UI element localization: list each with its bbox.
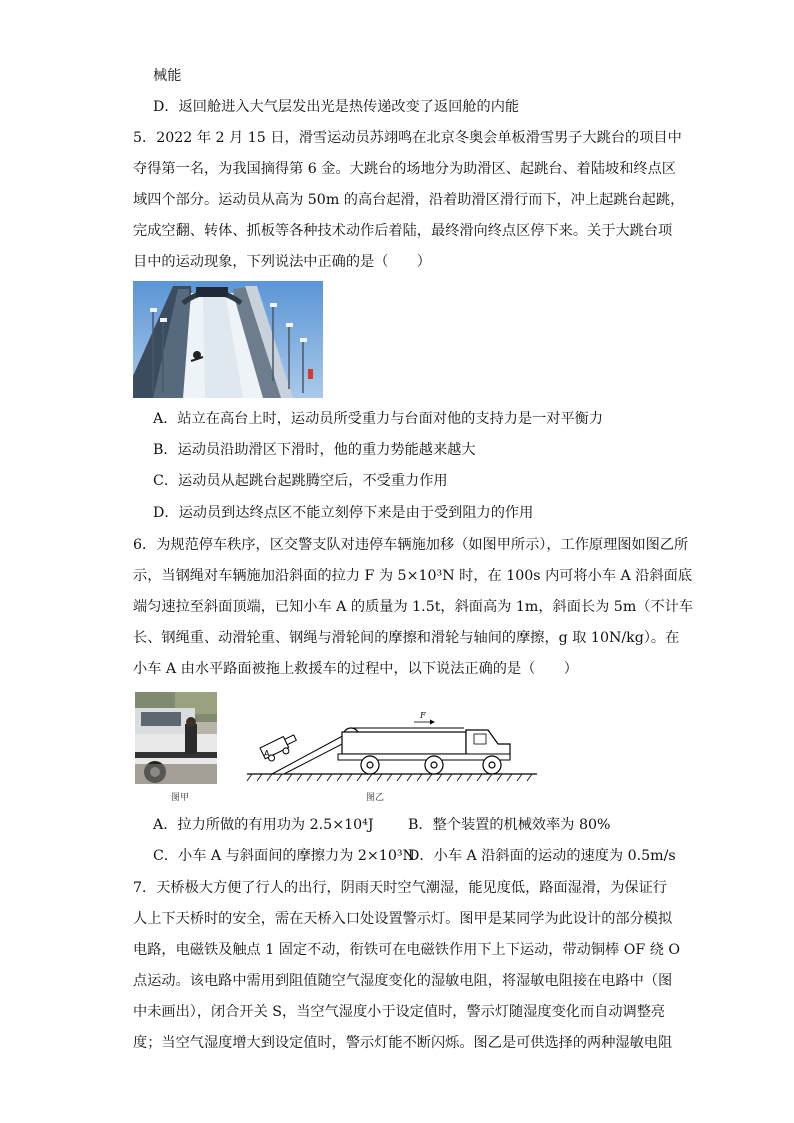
- q6-option-b: B．整个装置的机械效率为 80%: [408, 817, 611, 833]
- q6-stem-line: 6．为规范停车秩序，区交警支队对违停车辆施加移（如图甲所示），工作原理图如图乙所: [133, 537, 689, 553]
- q7-stem-line: 度；当空气湿度增大到设定值时，警示灯能不断闪烁。图乙是可供选择的两种湿敏电阻: [133, 1035, 673, 1051]
- q6-stem-line: 长、钢绳重、动滑轮重、钢绳与滑轮间的摩擦和滑轮与轴间的摩擦，g 取 10N/kg）。在: [133, 630, 680, 646]
- force-f-label: F: [420, 711, 426, 720]
- ski-jump-photo: [133, 281, 323, 398]
- q7-stem-line: 点运动。该电路中需用到阻值随空气湿度变化的湿敏电阻，将湿敏电阻接在电路中（图: [133, 973, 673, 989]
- q5-option-a: A．站立在高台上时，运动员所受重力与台面对他的支持力是一对平衡力: [153, 411, 604, 427]
- tow-truck-photo: [135, 692, 217, 784]
- q5-stem-line: 完成空翻、转体、抓板等各种技术动作后着陆，最终滑向终点区停下来。关于大跳台项: [133, 223, 673, 239]
- q4-continuation: 械能: [153, 68, 182, 84]
- figure-jia-caption: 图甲: [171, 793, 190, 803]
- q6-stem-line: 小车 A 由水平路面被拖上救援车的过程中，以下说法正确的是（ ）: [133, 661, 578, 677]
- q5-option-b: B．运动员沿助滑区下滑时，他的重力势能越来越大: [153, 442, 476, 458]
- q7-stem-line: 人上下天桥时的安全，需在天桥入口处设置警示灯。图甲是某同学为此设计的部分模拟: [133, 911, 673, 927]
- q4-option-d: D．返回舱进入大气层发出光是热传递改变了返回舱的内能: [153, 99, 520, 115]
- q5-stem-line: 5．2022 年 2 月 15 日，滑雪运动员苏翊鸣在北京冬奥会单板滑雪男子大跳台的项目中: [133, 130, 682, 146]
- q6-option-c: C．小车 A 与斜面间的摩擦力为 2×10³N: [153, 848, 415, 864]
- q6-option-d: D．小车 A 沿斜面的运动的速度为 0.5m/s: [408, 848, 676, 864]
- tow-mechanism-diagram: [242, 708, 542, 784]
- figure-yi-caption: 图乙: [366, 793, 385, 803]
- q5-option-d: D．运动员到达终点区不能立刻停下来是由于受到阻力的作用: [153, 505, 534, 521]
- q6-option-a: A．拉力所做的有用功为 2.5×10⁴J: [153, 817, 374, 833]
- q5-stem-line: 目中的运动现象，下列说法中正确的是（ ）: [133, 254, 431, 270]
- q5-option-c: C．运动员从起跳台起跳腾空后，不受重力作用: [153, 473, 448, 489]
- car-a-label: A: [264, 749, 270, 758]
- q7-stem-line: 中未画出），闭合开关 S，当空气湿度小于设定值时，警示灯随湿度变化而自动调整亮: [133, 1004, 666, 1020]
- q5-stem-line: 夺得第一名，为我国摘得第 6 金。大跳台的场地分为助滑区、起跳台、着陆坡和终点区: [133, 161, 676, 177]
- q6-stem-line: 示，当钢绳对车辆施加沿斜面的拉力 F 为 5×10³N 时，在 100s 内可将小车 A 沿斜面底: [133, 568, 693, 584]
- q7-stem-line: 7．天桥极大方便了行人的出行，阴雨天时空气潮湿，能见度低，路面湿滑，为保证行: [133, 880, 667, 896]
- q7-stem-line: 电路，电磁铁及触点 1 固定不动，衔铁可在电磁铁作用下上下运动，带动铜棒 OF 绕 O: [133, 942, 681, 958]
- q6-stem-line: 端匀速拉至斜面顶端，已知小车 A 的质量为 1.5t，斜面高为 1m，斜面长为 5m（不计车: [133, 599, 694, 615]
- q5-stem-line: 域四个部分。运动员从高为 50m 的高台起滑，沿着助滑区滑行而下，冲上起跳台起跳，: [133, 192, 685, 208]
